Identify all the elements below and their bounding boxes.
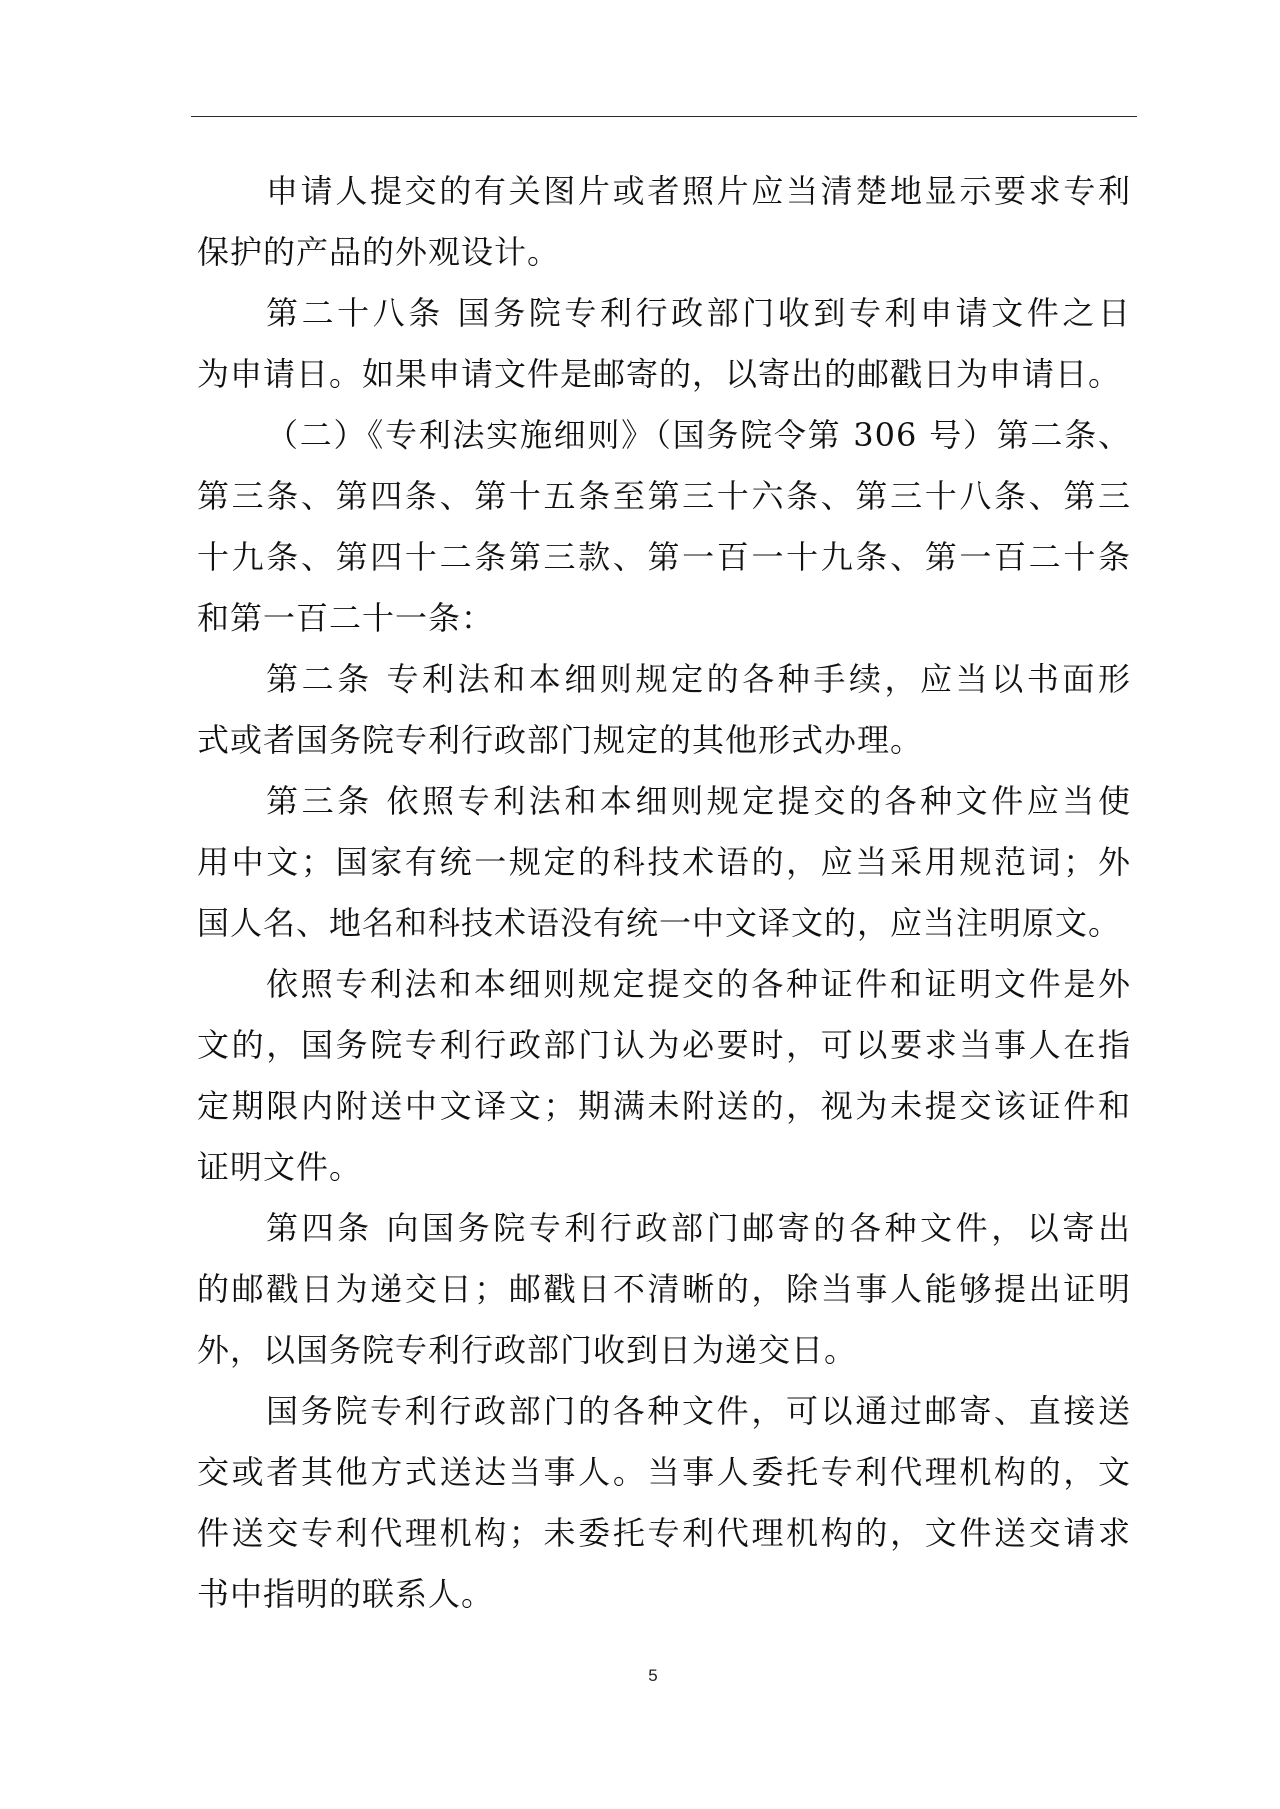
paragraph [197,954,1131,1198]
text-line: 申请人提交的有关图片或者照片应当清楚地显示要求专利 [266,172,1131,210]
text-line: 文的，国务院专利行政部门认为必要时，可以要求当事人在指 [197,1026,1131,1064]
text-line: 证明文件。 [197,1148,363,1186]
text-line: 国务院专利行政部门的各种文件，可以通过邮寄、直接送 [266,1392,1131,1430]
text-line: 定期限内附送中文译文；期满未附送的，视为未提交该证件和 [197,1087,1131,1125]
text-line: 第二十八条 国务院专利行政部门收到专利申请文件之日 [266,294,1131,332]
document-body [197,161,1131,1625]
text-line: 用中文；国家有统一规定的科技术语的，应当采用规范词；外 [197,843,1131,881]
text-line: 十九条、第四十二条第三款、第一百一十九条、第一百二十条 [197,538,1131,576]
text-line: 为申请日。如果申请文件是邮寄的，以寄出的邮戳日为申请日。 [197,355,1122,393]
paragraph [197,649,1131,771]
text-line: 国人名、地名和科技术语没有统一中文译文的，应当注明原文。 [197,904,1122,942]
text-line: 式或者国务院专利行政部门规定的其他形式办理。 [197,721,924,759]
paragraph [197,1198,1131,1381]
text-line: 件送交专利代理机构；未委托专利代理机构的，文件送交请求 [197,1514,1131,1552]
text-line: 第三条 依照专利法和本细则规定提交的各种文件应当使 [266,782,1131,820]
text-line: 交或者其他方式送达当事人。当事人委托专利代理机构的，文 [197,1453,1131,1491]
text-line: 第四条 向国务院专利行政部门邮寄的各种文件，以寄出 [266,1209,1131,1247]
text-line: 的邮戳日为递交日；邮戳日不清晰的，除当事人能够提出证明 [197,1270,1131,1308]
text-line: 和第一百二十一条： [197,599,495,637]
text-line: 依照专利法和本细则规定提交的各种证件和证明文件是外 [266,965,1131,1003]
paragraph [197,1381,1131,1625]
page-number: 5 [648,1666,658,1685]
header-rule [191,116,1137,117]
text-line: 保护的产品的外观设计。 [197,233,561,271]
text-line: （二）《专利法实施细则》（国务院令第 306 号）第二条、 [266,416,1131,454]
paragraph [197,283,1131,405]
text-line: 第二条 专利法和本细则规定的各种手续，应当以书面形 [266,660,1131,698]
text-line: 第三条、第四条、第十五条至第三十六条、第三十八条、第三 [197,477,1131,515]
text-line: 书中指明的联系人。 [197,1575,495,1613]
paragraph [197,161,1131,283]
paragraph [197,405,1131,649]
paragraph [197,771,1131,954]
text-line: 外，以国务院专利行政部门收到日为递交日。 [197,1331,858,1369]
